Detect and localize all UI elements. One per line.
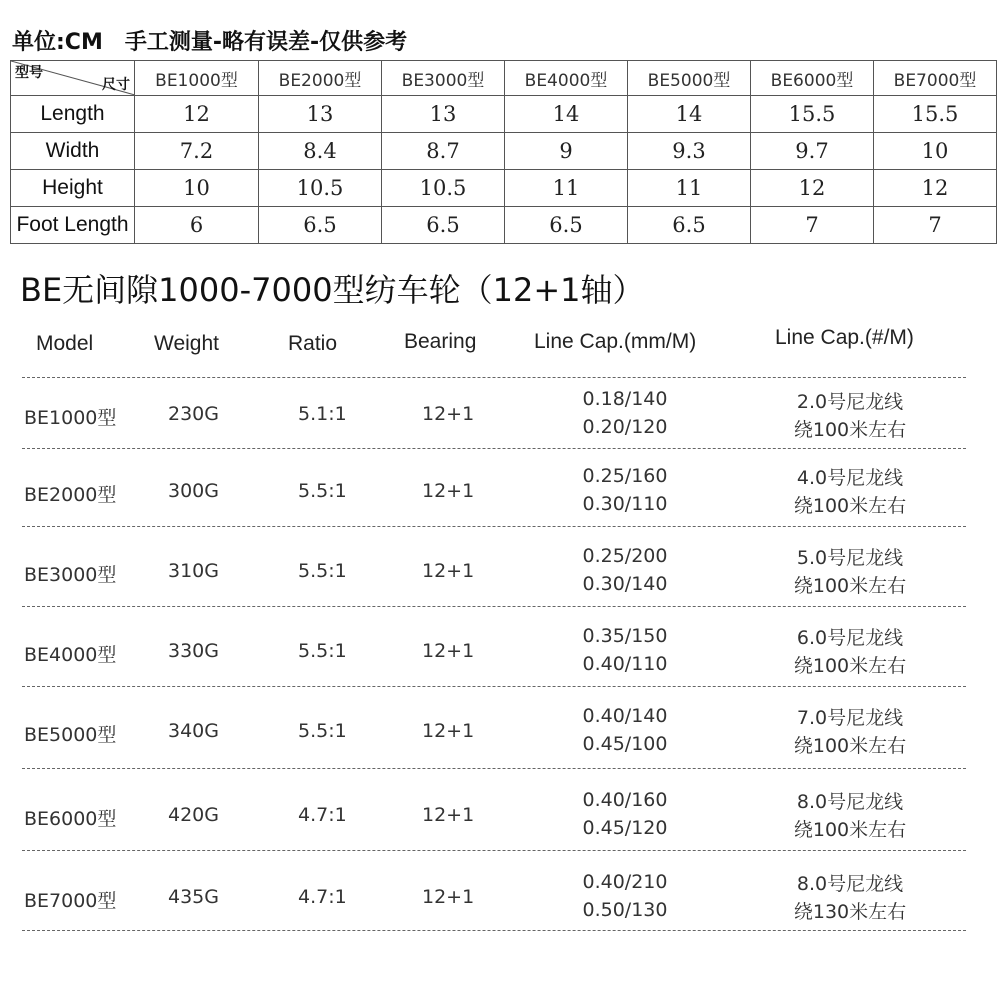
dimension-cell: 6.5: [628, 207, 751, 244]
dimension-cell: 10.5: [382, 170, 505, 207]
bearing-cell: 12+1: [422, 560, 475, 582]
line-cap-num-value: 绕100米左右: [793, 819, 907, 841]
dimension-cell: 12: [751, 170, 874, 207]
dimension-cell: 6.5: [382, 207, 505, 244]
line-cap-num-value: 绕100米左右: [793, 655, 907, 677]
spec-row: [0, 692, 1000, 772]
dimension-header-row: [11, 61, 997, 96]
line-cap-mm-value: 0.40/110: [582, 653, 668, 675]
dimension-cell: 15.5: [874, 96, 997, 133]
corner-bottom-label: 尺寸: [102, 77, 130, 93]
line-cap-num-value: 2.0号尼龙线: [796, 391, 904, 413]
weight-cell: 330G: [168, 640, 219, 662]
spec-title: BE无间隙1000-7000型纺车轮（12+1轴）: [20, 271, 645, 309]
dimension-cell: 9.7: [751, 133, 874, 170]
dimension-cell: 10.5: [259, 170, 382, 207]
line-cap-mm-value: 0.30/110: [582, 493, 668, 515]
ratio-cell: 5.5:1: [298, 720, 347, 742]
line-cap-mm-value: 0.40/140: [582, 705, 668, 727]
line-cap-num-value: 8.0号尼龙线: [796, 873, 904, 895]
bearing-cell: 12+1: [422, 640, 475, 662]
ratio-cell: 4.7:1: [298, 804, 347, 826]
line-cap-num-value: 绕130米左右: [793, 901, 907, 923]
model-header: BE7000型: [874, 61, 997, 96]
dimension-cell: 10: [135, 170, 259, 207]
dimension-cell: 6: [135, 207, 259, 244]
line-cap-num-value: 5.0号尼龙线: [796, 547, 904, 569]
line-cap-num-value: 绕100米左右: [793, 495, 907, 517]
row-label: Foot Length: [11, 207, 135, 244]
bearing-cell: 12+1: [422, 480, 475, 502]
spec-row: [0, 612, 1000, 692]
ratio-cell: 4.7:1: [298, 886, 347, 908]
bearing-cell: 12+1: [422, 403, 475, 425]
line-cap-mm-value: 0.30/140: [582, 573, 668, 595]
line-cap-mm-cell: [550, 542, 700, 598]
bearing-cell: 12+1: [422, 886, 475, 908]
divider: [22, 768, 966, 769]
dimension-cell: 7: [751, 207, 874, 244]
ratio-cell: 5.5:1: [298, 560, 347, 582]
dimension-table: [10, 60, 997, 244]
divider: [22, 850, 966, 851]
dimension-cell: 8.7: [382, 133, 505, 170]
line-cap-mm-cell: [550, 385, 700, 441]
dimension-cell: 11: [628, 170, 751, 207]
dimension-cell: 7: [874, 207, 997, 244]
weight-cell: 435G: [168, 886, 219, 908]
dimension-cell: 12: [874, 170, 997, 207]
line-cap-num-cell: [770, 704, 930, 760]
dimension-cell: 9.3: [628, 133, 751, 170]
line-cap-num-value: 7.0号尼龙线: [796, 707, 904, 729]
spec-row: [0, 452, 1000, 532]
line-cap-mm-cell: [550, 702, 700, 758]
dimension-cell: 14: [628, 96, 751, 133]
model-header: BE6000型: [751, 61, 874, 96]
row-label: Length: [11, 96, 135, 133]
dimension-cell: 7.2: [135, 133, 259, 170]
divider: [22, 448, 966, 449]
spec-row: [0, 774, 1000, 854]
model-cell: BE1000型: [24, 407, 117, 429]
line-cap-num-cell: [770, 788, 930, 844]
dimension-cell: 12: [135, 96, 259, 133]
model-header: BE1000型: [135, 61, 259, 96]
weight-cell: 300G: [168, 480, 219, 502]
line-cap-mm-cell: [550, 868, 700, 924]
line-cap-num-value: 6.0号尼龙线: [796, 627, 904, 649]
dimension-cell: 6.5: [259, 207, 382, 244]
line-cap-num-cell: [770, 624, 930, 680]
dimension-row-height: [11, 170, 997, 207]
weight-cell: 420G: [168, 804, 219, 826]
divider: [22, 686, 966, 687]
model-header: BE4000型: [505, 61, 628, 96]
bearing-cell: 12+1: [422, 720, 475, 742]
model-cell: BE7000型: [24, 890, 117, 912]
dimension-row-foot-length: [11, 207, 997, 244]
spec-row: [0, 378, 1000, 458]
dimension-cell: 13: [259, 96, 382, 133]
measurement-note: 手工测量-略有误差-仅供参考: [124, 30, 408, 55]
dimension-cell: 14: [505, 96, 628, 133]
line-cap-mm-value: 0.25/200: [582, 545, 668, 567]
line-cap-num-value: 4.0号尼龙线: [796, 467, 904, 489]
line-cap-mm-cell: [550, 786, 700, 842]
row-label: Height: [11, 170, 135, 207]
corner-top-label: 型号: [15, 65, 43, 81]
spec-row: [0, 532, 1000, 612]
dimension-cell: 10: [874, 133, 997, 170]
model-cell: BE6000型: [24, 808, 117, 830]
model-header: BE5000型: [628, 61, 751, 96]
weight-cell: 230G: [168, 403, 219, 425]
divider: [22, 606, 966, 607]
dimension-row-length: [11, 96, 997, 133]
unit-label: 单位:CM: [12, 30, 103, 55]
line-cap-num-value: 绕100米左右: [793, 735, 907, 757]
model-cell: BE4000型: [24, 644, 117, 666]
divider: [22, 930, 966, 931]
line-cap-mm-value: 0.40/210: [582, 871, 668, 893]
model-header: BE3000型: [382, 61, 505, 96]
dimension-cell: 8.4: [259, 133, 382, 170]
col-line-cap-num: Line Cap.(#/M): [775, 326, 914, 349]
dimension-cell: 15.5: [751, 96, 874, 133]
ratio-cell: 5.5:1: [298, 480, 347, 502]
col-line-cap-mm: Line Cap.(mm/M): [534, 330, 697, 353]
bearing-cell: 12+1: [422, 804, 475, 826]
line-cap-mm-value: 0.45/120: [582, 817, 668, 839]
line-cap-num-value: 绕100米左右: [793, 575, 907, 597]
line-cap-num-value: 8.0号尼龙线: [796, 791, 904, 813]
line-cap-mm-value: 0.18/140: [582, 388, 668, 410]
col-ratio: Ratio: [288, 332, 338, 355]
row-label: Width: [11, 133, 135, 170]
model-header: BE2000型: [259, 61, 382, 96]
line-cap-mm-value: 0.35/150: [582, 625, 668, 647]
line-cap-num-cell: [770, 388, 930, 444]
dimension-cell: 9: [505, 133, 628, 170]
line-cap-mm-value: 0.20/120: [582, 416, 668, 438]
line-cap-mm-value: 0.40/160: [582, 789, 668, 811]
dimension-cell: 13: [382, 96, 505, 133]
spec-header-row: [0, 322, 1000, 362]
weight-cell: 340G: [168, 720, 219, 742]
corner-cell: [11, 61, 135, 96]
dimension-cell: 11: [505, 170, 628, 207]
line-cap-mm-cell: [550, 622, 700, 678]
line-cap-mm-value: 0.25/160: [582, 465, 668, 487]
line-cap-num-value: 绕100米左右: [793, 419, 907, 441]
model-cell: BE2000型: [24, 484, 117, 506]
weight-cell: 310G: [168, 560, 219, 582]
model-cell: BE5000型: [24, 724, 117, 746]
ratio-cell: 5.1:1: [298, 403, 347, 425]
ratio-cell: 5.5:1: [298, 640, 347, 662]
line-cap-mm-value: 0.45/100: [582, 733, 668, 755]
dimension-row-width: [11, 133, 997, 170]
unit-header: [12, 28, 407, 58]
line-cap-num-cell: [770, 870, 930, 926]
line-cap-mm-cell: [550, 462, 700, 518]
line-cap-mm-value: 0.50/130: [582, 899, 668, 921]
dimension-cell: 6.5: [505, 207, 628, 244]
col-bearing: Bearing: [404, 330, 477, 353]
line-cap-num-cell: [770, 464, 930, 520]
col-model: Model: [36, 332, 94, 355]
line-cap-num-cell: [770, 544, 930, 600]
divider: [22, 526, 966, 527]
spec-row: [0, 856, 1000, 936]
model-cell: BE3000型: [24, 564, 117, 586]
col-weight: Weight: [154, 332, 219, 355]
